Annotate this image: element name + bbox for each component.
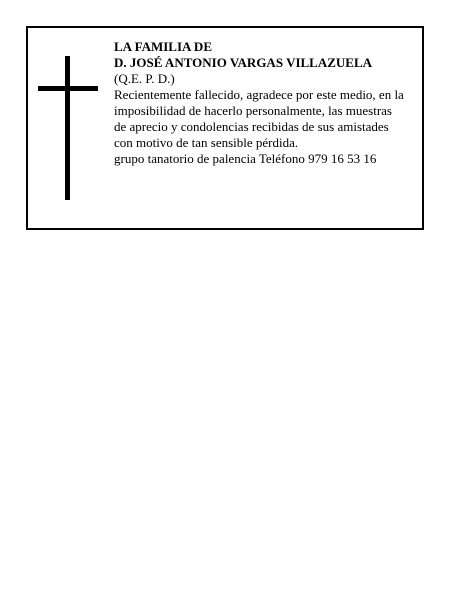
- message-line-2: imposibilidad de hacerlo personalmente, las muestras: [114, 103, 392, 118]
- message-line-3: de aprecio y condolencias recibidas de sus amistades: [114, 119, 389, 134]
- message-line-4: con motivo de tan sensible pérdida.: [114, 135, 299, 150]
- cross-horizontal-bar: [38, 86, 98, 91]
- family-line: LA FAMILIA DE: [114, 39, 212, 54]
- contact-line: grupo tanatorio de palencia Teléfono 979 16 53 16: [114, 151, 377, 166]
- latin-cross-icon: [38, 56, 98, 200]
- cross-vertical-bar: [65, 56, 70, 200]
- message-line-1: Recientemente fallecido, agradece por este medio, en la: [114, 87, 404, 102]
- obituary-notice: [26, 26, 424, 230]
- rip-line: (Q.E. P. D.): [114, 71, 175, 86]
- notice-text: [114, 39, 424, 167]
- deceased-name: D. JOSÉ ANTONIO VARGAS VILLAZUELA: [114, 55, 373, 70]
